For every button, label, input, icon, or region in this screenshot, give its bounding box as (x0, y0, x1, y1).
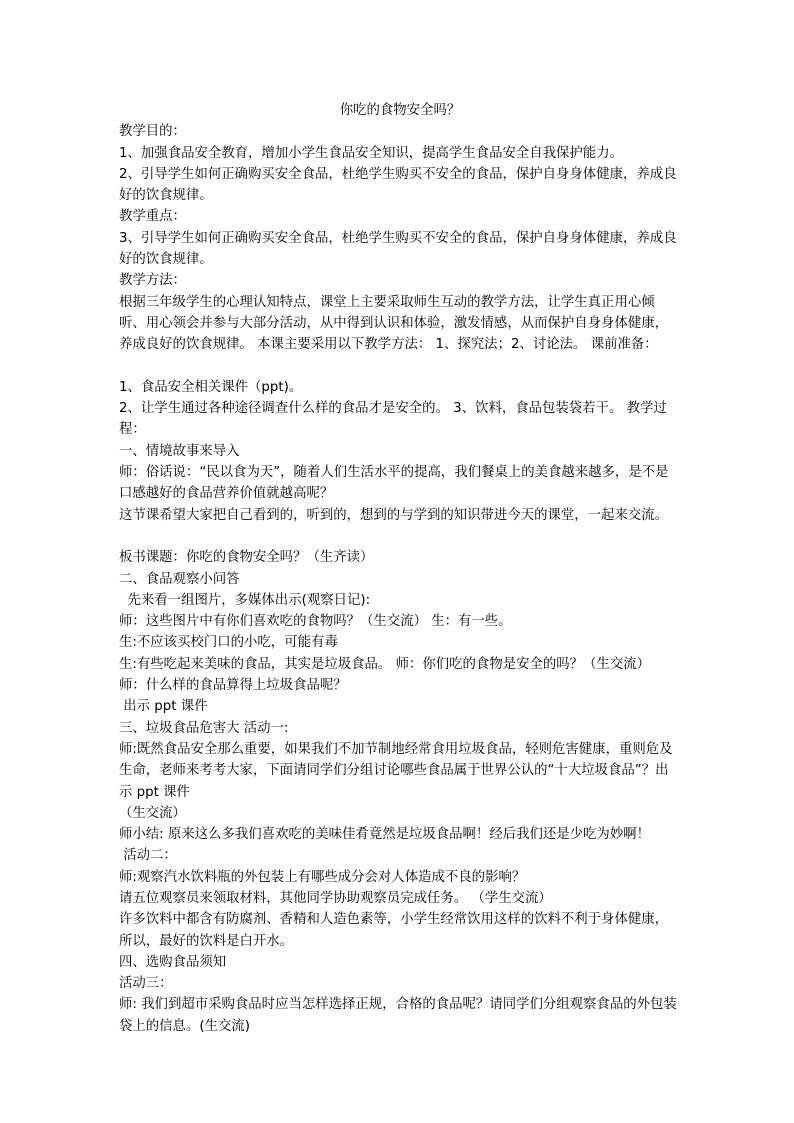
activity-2-heading: 活动二： (119, 848, 177, 864)
activity-2-conclusion: 许多饮料中都含有防腐剂、香精和人造色素等，小学生经常饮用这样的饮料不利于身体健康，所以，最好的饮料是白开水。 (119, 912, 669, 949)
document-body (119, 100, 681, 1037)
board-title-line: 板书课题：你吃的食物安全吗？（生齐读） (119, 550, 374, 566)
section-1-closing: 这节课希望大家把自己看到的，听到的，想到的与学到的知识带进今天的课堂，一起来交流。 (119, 507, 669, 523)
section-2-show-pictures: 先来看一组图片，多媒体出示(观察日记): (119, 592, 371, 608)
activity-1-summary: 师小结: 原来这么多我们喜欢吃的美味佳肴竟然是垃圾食品啊！经后我们还是少吃为妙啊！ (119, 827, 650, 843)
blank-line (119, 526, 681, 547)
activity-1-paragraph: 师:既然食品安全那么重要，如果我们不加节制地经常食用垃圾食品，轻则危害健康，重则危及生命，老师来考考大家，下面请同学们分组讨论哪些食品属于世界公认的“十大垃圾食品”？出示 ppt 课件 (119, 741, 673, 800)
teaching-methods-paragraph: 根据三年级学生的心理认知特点，课堂上主要采取师生互动的教学方法，让学生真正用心倾听、用心领会并参与大部分活动，从中得到认识和体验，激发情感，从而保护自身身体健康，养成良好的饮食规律。 本课主要采用以下教学方法： 1、探究法；2、讨论法。 课前准备： (119, 294, 669, 353)
prep-item-1: 1、食品安全相关课件（ppt)。 (119, 379, 303, 395)
heading-key-points: 教学重点： (119, 209, 186, 225)
goal-item-2: 2、引导学生如何正确购买安全食品，杜绝学生购买不安全的食品，保护自身身体健康，养成良好的饮食规律。 (119, 166, 677, 204)
activity-2-question: 师:观察汽水饮料瓶的外包装上有哪些成分会对人体造成不良的影响？ (119, 869, 526, 885)
activity-2-task: 请五位观察员来领取材料，其他同学协助观察员完成任务。 （学生交流） (119, 890, 552, 906)
section-2-heading: 二、食品观察小问答 (119, 571, 240, 587)
section-2-dialogue-4: 师：什么样的食品算得上垃圾食品呢？ (119, 678, 347, 694)
section-3-heading: 三、垃圾食品危害大 活动一: (119, 720, 289, 736)
heading-teaching-goals: 教学目的： (119, 124, 186, 140)
goal-item-1: 1、加强食品安全教育，增加小学生食品安全知识，提高学生食品安全自我保护能力。 (119, 145, 623, 161)
section-2-show-ppt: 出示 ppt 课件 (119, 699, 208, 715)
key-point-item-3: 3、引导学生如何正确购买安全食品，杜绝学生购买不安全的食品，保护自身身体健康，养成良好的饮食规律。 (119, 230, 677, 268)
section-2-dialogue-2: 生:不应该买校门口的小吃，可能有毒 (119, 635, 338, 651)
section-2-dialogue-1: 师：这些图片中有你们喜欢吃的食物吗？（生交流） 生：有一些。 (119, 614, 512, 630)
blank-line (119, 356, 681, 377)
prep-item-2-3: 2、让学生通过各种途径调查什么样的食品才是安全的。 3、饮料，食品包装袋若干。 教学过程： (119, 401, 667, 438)
section-4-heading: 四、选购食品须知 (119, 954, 227, 970)
document-title: 你吃的食物安全吗？ (339, 103, 461, 118)
section-1-heading: 一、情境故事来导入 (119, 443, 240, 459)
section-2-dialogue-3: 生:有些吃起来美味的食品，其实是垃圾食品。 师：你们吃的食物是安全的吗？（生交流） (119, 656, 650, 672)
activity-1-exchange: （生交流） (119, 805, 186, 821)
activity-3-question: 师: 我们到超市采购食品时应当怎样选择正规，合格的食品呢？请同学们分组观察食品的外包装袋上的信息。(生交流) (119, 997, 677, 1034)
heading-teaching-methods: 教学方法： (119, 273, 186, 289)
activity-3-heading: 活动三： (119, 976, 173, 992)
section-1-teacher-intro: 师：俗话说：“民以食为天”，随着人们生活水平的提高，我们餐桌上的美食越来越多，是不是口感越好的食品营养价值就越高呢？ (119, 465, 669, 502)
